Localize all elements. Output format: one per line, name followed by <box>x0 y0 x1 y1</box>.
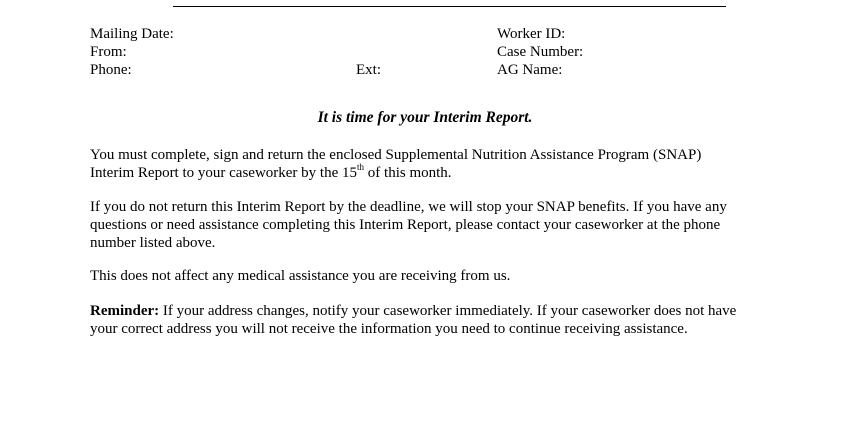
instruction-line-2-text: Interim Report to your caseworker by the 15 <box>90 165 358 181</box>
medical-assistance-paragraph <box>90 267 780 285</box>
top-divider-line <box>173 6 726 7</box>
reminder-paragraph <box>90 302 780 338</box>
reminder-line-2: your correct address you will not receive the information you need to continue receiving assistance. <box>90 321 688 337</box>
deadline-paragraph <box>90 198 780 252</box>
ordinal-suffix: th <box>357 162 365 172</box>
deadline-line-3: number listed above. <box>90 235 216 251</box>
worker-id-label: Worker ID: <box>497 26 566 42</box>
case-number-label: Case Number: <box>497 44 584 60</box>
phone-label: Phone: <box>90 62 132 78</box>
reminder-line-1-text: If your address changes, notify your caseworker immediately. If your caseworker does not have <box>159 303 737 319</box>
report-title: It is time for your Interim Report. <box>317 109 533 126</box>
mailing-date-label: Mailing Date: <box>90 26 174 42</box>
ext-label: Ext: <box>356 62 381 78</box>
instruction-line-2-end: of this month. <box>364 165 452 181</box>
reminder-line-1 <box>90 302 780 320</box>
medical-line-1: This does not affect any medical assistance you are receiving from us. <box>90 268 511 284</box>
from-label: From: <box>90 44 127 60</box>
instruction-paragraph <box>90 146 780 182</box>
instruction-line-2 <box>90 164 780 182</box>
deadline-line-2: questions or need assistance completing this Interim Report, please contact your caseworker at the phone <box>90 217 721 233</box>
ag-name-label: AG Name: <box>497 62 563 78</box>
instruction-line-1: You must complete, sign and return the enclosed Supplemental Nutrition Assistance Program (SNAP) <box>90 147 702 163</box>
reminder-label: Reminder: <box>90 303 160 319</box>
deadline-line-1: If you do not return this Interim Report by the deadline, we will stop your SNAP benefits. If you have any <box>90 199 727 215</box>
